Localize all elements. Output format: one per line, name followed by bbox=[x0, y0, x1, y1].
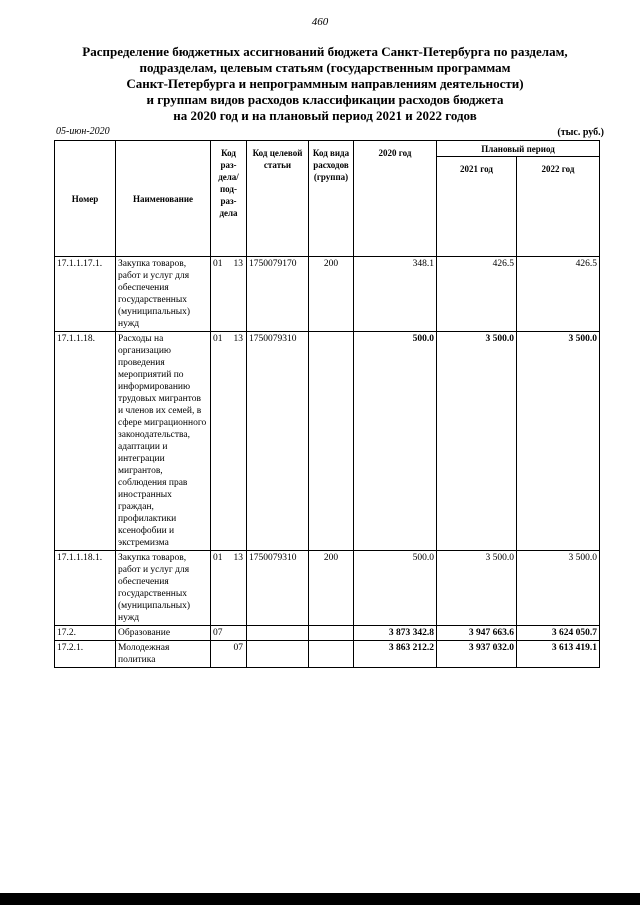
title-line: Распределение бюджетных ассигнований бюджета Санкт-Петербурга по разделам, bbox=[82, 44, 568, 59]
subsection-code: 13 bbox=[233, 259, 243, 269]
page-number: 460 bbox=[311, 16, 329, 28]
units-label: (тыс. руб.) bbox=[557, 127, 604, 138]
section-code: 01 bbox=[213, 553, 223, 563]
table-row bbox=[55, 551, 600, 626]
title-line: подразделам, целевым статьям (государственным программам bbox=[139, 60, 511, 75]
table-row bbox=[55, 257, 600, 332]
cell-v2021: 426.5 bbox=[437, 257, 517, 332]
subsection-code: 13 bbox=[233, 553, 243, 563]
cell-num: 17.1.1.18.1. bbox=[55, 551, 116, 626]
cell-section bbox=[211, 332, 247, 551]
cell-kind: 200 bbox=[309, 551, 354, 626]
cell-num: 17.2. bbox=[55, 626, 116, 641]
cell-v2021: 3 500.0 bbox=[437, 332, 517, 551]
cell-num: 17.1.1.17.1. bbox=[55, 257, 116, 332]
cell-name: Расходы на организацию проведения мероприятий по информированию трудовых мигрантов и членов их семей, в сфере миграционного законодательства, адаптации и интеграции мигрантов, соблюдения прав иностранных граждан, профилактики ксенофобии и экстремизма bbox=[116, 332, 211, 551]
cell-section bbox=[211, 626, 247, 641]
header-target: Код целевой статьи bbox=[247, 141, 309, 257]
cell-v2020: 500.0 bbox=[354, 551, 437, 626]
scan-border bbox=[0, 893, 640, 905]
cell-v2022: 3 500.0 bbox=[517, 332, 600, 551]
header-number: Номер bbox=[55, 141, 116, 257]
header-name: Наименование bbox=[116, 141, 211, 257]
header-section: Код раз-дела/ под-раз-дела bbox=[211, 141, 247, 257]
cell-name: Закупка товаров, работ и услуг для обеспечения государственных (муниципальных) нужд bbox=[116, 257, 211, 332]
header-planned: Плановый период bbox=[437, 141, 600, 157]
cell-v2020: 348.1 bbox=[354, 257, 437, 332]
cell-v2021: 3 937 032.0 bbox=[437, 641, 517, 668]
header-2020: 2020 год bbox=[354, 141, 437, 257]
table-row bbox=[55, 626, 600, 641]
title-line: Санкт-Петербурга и непрограммным направлениям деятельности) bbox=[126, 76, 524, 91]
cell-name: Молодежная политика bbox=[116, 641, 211, 668]
table-row bbox=[55, 332, 600, 551]
title-line: на 2020 год и на плановый период 2021 и 2022 годов bbox=[173, 108, 477, 123]
cell-v2020: 3 863 212.2 bbox=[354, 641, 437, 668]
table-row bbox=[55, 641, 600, 668]
cell-section bbox=[211, 257, 247, 332]
header-kind: Код вида расходов (группа) bbox=[309, 141, 354, 257]
section-code: 07 bbox=[213, 628, 223, 638]
cell-kind bbox=[309, 332, 354, 551]
cell-kind: 200 bbox=[309, 257, 354, 332]
document-date: 05-июн-2020 bbox=[56, 126, 110, 137]
header-2021: 2021 год bbox=[437, 157, 517, 257]
cell-target bbox=[247, 626, 309, 641]
cell-target bbox=[247, 641, 309, 668]
cell-v2022: 3 624 050.7 bbox=[517, 626, 600, 641]
subsection-code: 13 bbox=[233, 334, 243, 344]
cell-v2020: 500.0 bbox=[354, 332, 437, 551]
cell-v2021: 3 947 663.6 bbox=[437, 626, 517, 641]
header-2022: 2022 год bbox=[517, 157, 600, 257]
cell-target: 1750079310 bbox=[247, 551, 309, 626]
cell-num: 17.1.1.18. bbox=[55, 332, 116, 551]
cell-name: Образование bbox=[116, 626, 211, 641]
cell-section bbox=[211, 551, 247, 626]
cell-section bbox=[211, 641, 247, 668]
cell-kind bbox=[309, 641, 354, 668]
cell-v2022: 3 500.0 bbox=[517, 551, 600, 626]
budget-table bbox=[54, 140, 600, 668]
cell-v2020: 3 873 342.8 bbox=[354, 626, 437, 641]
cell-v2022: 3 613 419.1 bbox=[517, 641, 600, 668]
cell-v2021: 3 500.0 bbox=[437, 551, 517, 626]
subsection-code: 07 bbox=[233, 643, 243, 653]
section-code: 01 bbox=[213, 334, 223, 344]
document-title bbox=[70, 44, 580, 124]
cell-target: 1750079170 bbox=[247, 257, 309, 332]
cell-v2022: 426.5 bbox=[517, 257, 600, 332]
cell-name: Закупка товаров, работ и услуг для обеспечения государственных (муниципальных) нужд bbox=[116, 551, 211, 626]
cell-kind bbox=[309, 626, 354, 641]
cell-num: 17.2.1. bbox=[55, 641, 116, 668]
title-line: и группам видов расходов классификации расходов бюджета bbox=[146, 92, 504, 107]
section-code: 01 bbox=[213, 259, 223, 269]
cell-target: 1750079310 bbox=[247, 332, 309, 551]
